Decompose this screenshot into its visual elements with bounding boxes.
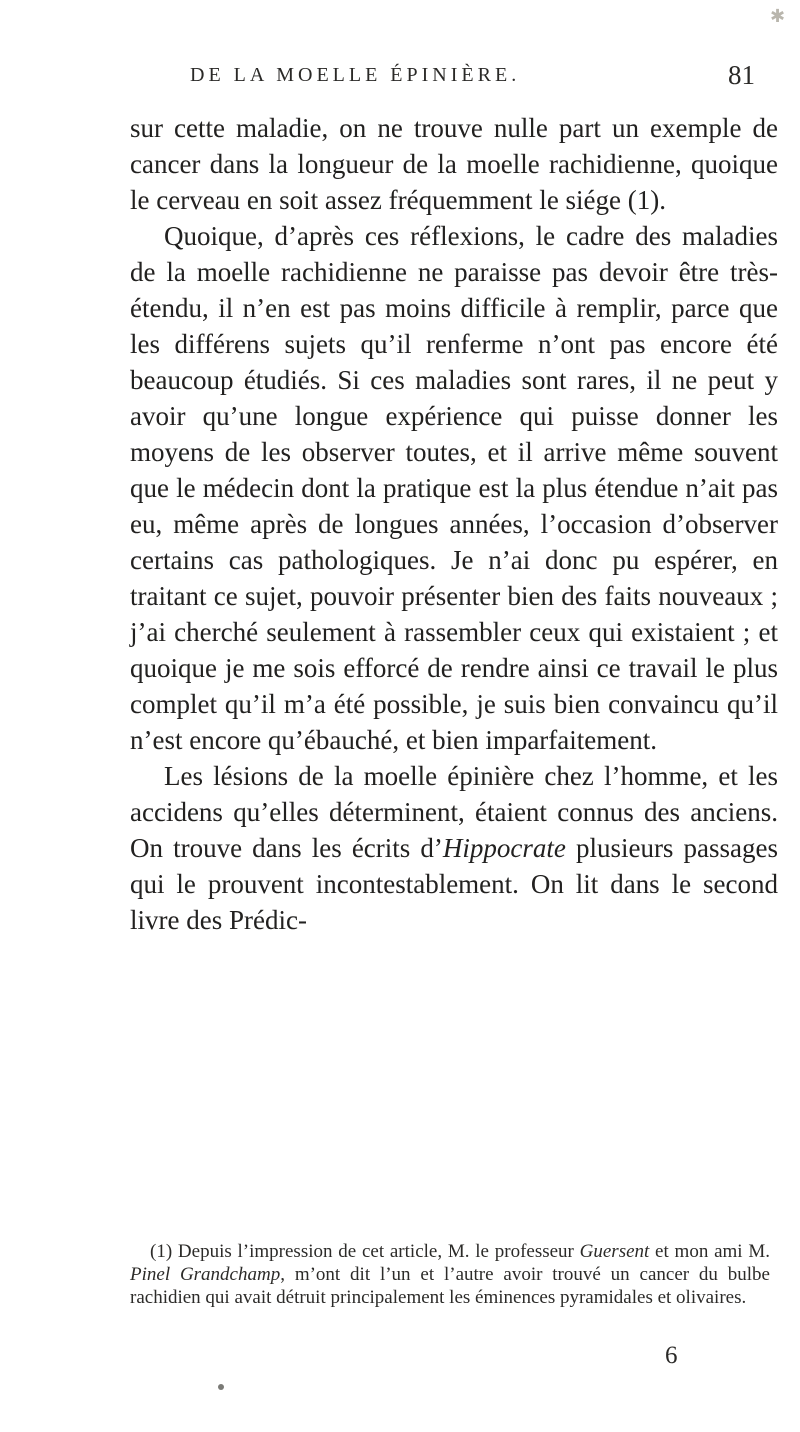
- paragraph-1-end: .: [659, 185, 667, 215]
- footnote-text-a: Depuis l’impression de cet article, M. le professeur: [172, 1241, 580, 1262]
- footnote-reference: (1): [627, 185, 660, 215]
- paragraph-2: Quoique, d’après ces réflexions, le cadre des maladies de la moelle rachidienne ne paraisse pas devoir être très-étendu, il n’en est pas moins difficile à remplir, parce que les différens sujets qu’il renferme n’ont pas encore été beaucoup étudiés. Si ces maladies sont rares, il ne peut y avoir qu’une longue expérience qui puisse donner les moyens de les observer toutes, et il arrive même souvent que le médecin dont la pratique est la plus étendue n’ait pas eu, même après de longues années, l’occasion d’observer certains cas pathologiques. Je n’ai donc pu espérer, en traitant ce sujet, pouvoir présenter bien des faits nouveaux ; j’ai cherché seulement à rassembler ceux qui existaient ; et quoique je me sois efforcé de rendre ainsi ce travail le plus complet qu’il m’a été possible, je suis bien convaincu qu’il n’est encore qu’ébauché, et bien imparfaitement.: [130, 221, 778, 755]
- footnote-marker: (1): [150, 1241, 173, 1262]
- footnote-paragraph: [130, 1240, 770, 1309]
- corner-stain-icon: ✱: [770, 6, 786, 27]
- footnote-text-b: et mon ami M.: [649, 1241, 770, 1262]
- main-text: [130, 110, 778, 938]
- running-title: DE LA MOELLE ÉPINIÈRE.: [190, 64, 521, 86]
- running-head: [100, 60, 800, 100]
- paragraph-3: [130, 758, 778, 938]
- ink-speck: [218, 1384, 224, 1390]
- signature-mark: 6: [665, 1342, 678, 1369]
- author-name-hippocrate: Hippocrate: [442, 833, 566, 863]
- footnote-text-c: , m’ont dit l’un et l’autre avoir trouvé un cancer du bulbe rachidien qui avait détruit principalement les éminences pyramidales et olivaires.: [130, 1264, 770, 1308]
- paragraph-3-start: Les lésions de la moelle épinière chez l’homme, et les accidens qu’elles déterminent, étaient connus des anciens. On trouve dans les écrits d’: [130, 761, 778, 863]
- paragraph-3-end: plusieurs passages qui le prouvent incontestablement. On lit dans le second livre des Prédic-: [130, 833, 779, 935]
- paragraph-1-text: sur cette maladie, on ne trouve nulle part un exemple de cancer dans la longueur de la moelle rachidienne, quoique le cerveau en soit assez fréquemment le siége: [130, 113, 778, 215]
- page-number: 81: [728, 60, 755, 90]
- paragraph-1: [130, 110, 778, 218]
- footnote: [130, 1240, 770, 1309]
- footnote-name-pinel: Pinel Grandchamp: [130, 1264, 281, 1285]
- footnote-name-guersent: Guersent: [579, 1241, 650, 1262]
